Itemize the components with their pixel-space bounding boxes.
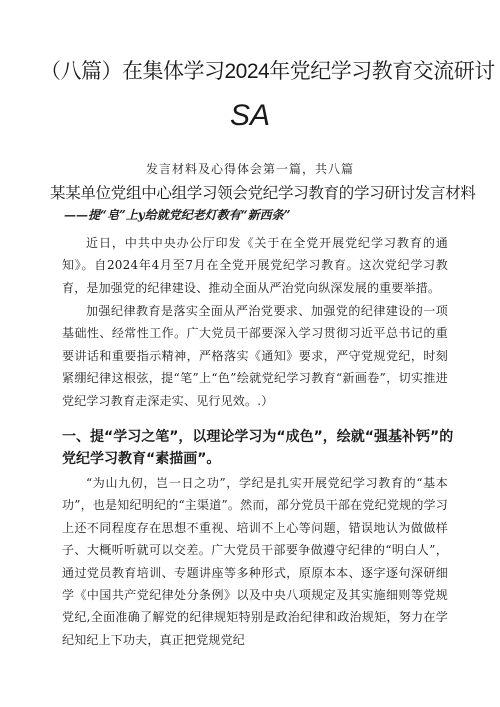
sa-mark: SA [229,99,271,132]
article-subtitle: ——提“皂”上y给就党纪老灯教有“新西条” [64,208,291,222]
section-heading-1: 一、提“学习之笔”，以理论学习为“成色”，绘就“强基补钙”的党纪学习教育“素描画”。 [62,429,454,467]
paragraph-2: 加强纪律教育是落实全面从严治党要求、加强党的纪律建设的一项基础性、经常性工作。广大党员干部要深入学习贯彻习近平总书记的重要讲话和重要指示精神，严格落实《通知》要求，严守党规党纪，时刻紧绷纪律这根弦，提“笔”上“色”绘就党纪学习教育“新画卷”，切实推进党纪学习教育走深走实、见行见效。.） [62,304,448,408]
article-title: 某某单位党组中心组学习领会党纪学习教育的学习研讨发言材料 [50,184,476,202]
paragraph-1: 近日，中共中央办公厅印发《关于在全党开展党纪学习教育的通知》。自2024年4月至7月在全党开展党纪学习教育。这次党纪学习教育，是加强党的纪律建设、推动全面从严治党向纵深发展的重要举措。 [62,236,448,295]
document-title: （八篇）在集体学习2024年党纪学习教育交流研讨 [40,60,495,83]
document-subtitle: 发言材料及心得体会第一篇，共八篇 [145,162,354,176]
paragraph-3: “为山九仞，岂一日之功”，学纪是扎实开展党纪学习教育的“基本功”，也是知纪明纪的“主渠道”。然而，部分党员干部在党纪党规的学习上还不同程度存在思想不重视、培训不上心等问题，错误地认为做做样子、大概听听就可以交差。广大党员干部要争做遵守纪律的“明白人”，通过党员教育培训、专题讲座等多种形式，原原本本、逐字逐句深研细学《中国共产党纪律处分条例》以及中央八项规定及其实施细则等党规党纪,全面准确了解党的纪律规矩特别是政治纪律和政治规矩，努力在学纪知纪上下功夫，真正把党规党纪 [62,476,448,647]
